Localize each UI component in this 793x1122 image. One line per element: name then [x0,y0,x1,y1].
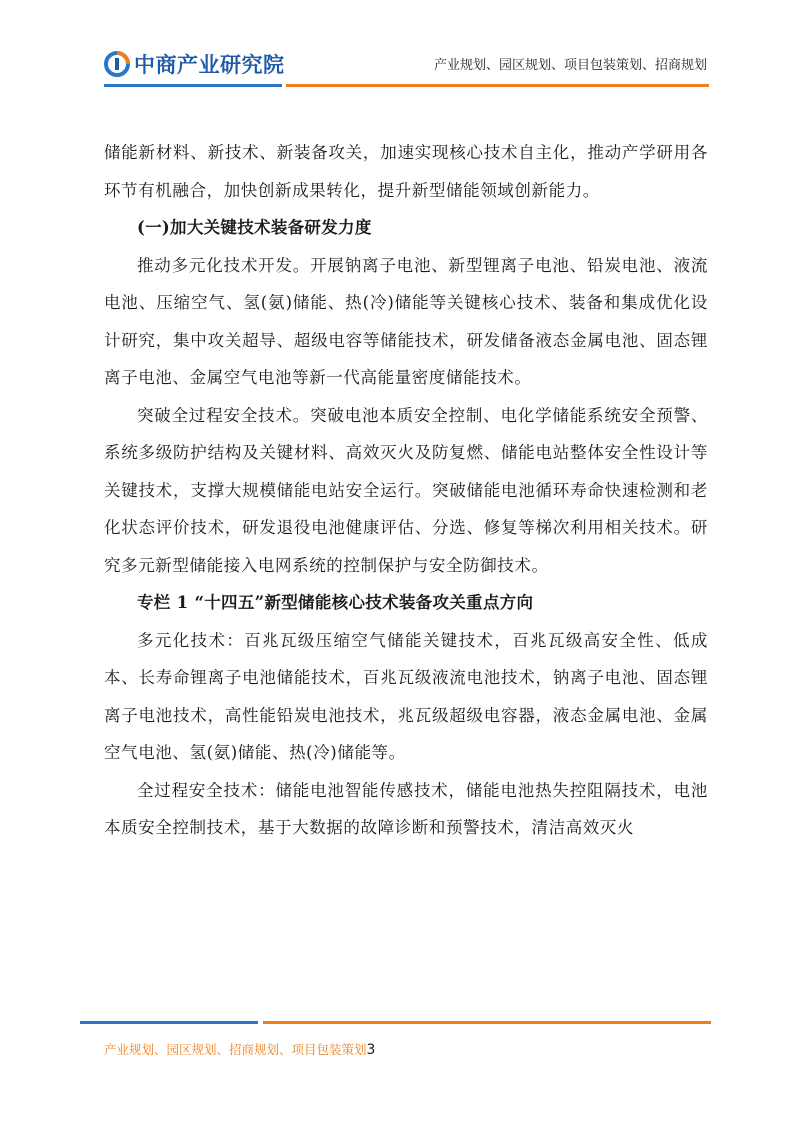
document-body [104,134,708,847]
logo [104,49,285,79]
logo-text: 中商产业研究院 [134,53,285,77]
section-heading: (一)加大关键技术装备研发力度 [137,218,372,237]
page-footer [104,1040,375,1058]
column-heading: 专栏 1 “十四五”新型储能核心技术装备攻关重点方向 [137,593,534,612]
page-number: 3 [366,1042,376,1058]
header-divider-blue [104,84,282,87]
header-divider-orange [286,84,709,87]
paragraph-column-safety: 全过程安全技术：储能电池智能传感技术，储能电池热失控阻隔技术，电池本质安全控制技术，基于大数据的故障诊断和预警技术，清洁高效灭火 [104,780,708,837]
footer-divider-blue [80,1021,258,1024]
company-logo-icon [104,51,130,77]
paragraph-intro: 储能新材料、新技术、新装备攻关，加速实现核心技术自主化，推动产学研用各环节有机融合，加快创新成果转化，提升新型储能领域创新能力。 [104,143,708,200]
paragraph-safety-tech: 突破全过程安全技术。突破电池本质安全控制、电化学储能系统安全预警、系统多级防护结构及关键材料、高效灭火及防复燃、储能电站整体安全性设计等关键技术，支撑大规模储能电站安全运行。突破储能电池循环寿命快速检测和老化状态评价技术，研发退役电池健康评估、分选、修复等梯次利用相关技术。研究多元新型储能接入电网系统的控制保护与安全防御技术。 [104,405,708,575]
paragraph-column-diversified: 多元化技术：百兆瓦级压缩空气储能关键技术，百兆瓦级高安全性、低成本、长寿命锂离子电池储能技术，百兆瓦级液流电池技术，钠离子电池、固态锂离子电池技术，高性能铅炭电池技术，兆瓦级超级电容器，液态金属电池、金属空气电池、氢(氨)储能、热(冷)储能等。 [104,630,708,762]
page-header [0,0,793,92]
footer-divider-orange [263,1021,711,1024]
footer-tagline: 产业规划、园区规划、招商规划、项目包装策划 [104,1042,367,1057]
paragraph-diversified-tech: 推动多元化技术开发。开展钠离子电池、新型锂离子电池、铅炭电池、液流电池、压缩空气、氢(氨)储能、热(冷)储能等关键核心技术、装备和集成优化设计研究，集中攻关超导、超级电容等储能技术，研发储备液态金属电池、固态锂离子电池、金属空气电池等新一代高能量密度储能技术。 [104,255,708,387]
header-tagline: 产业规划、园区规划、项目包装策划、招商规划 [433,58,707,73]
